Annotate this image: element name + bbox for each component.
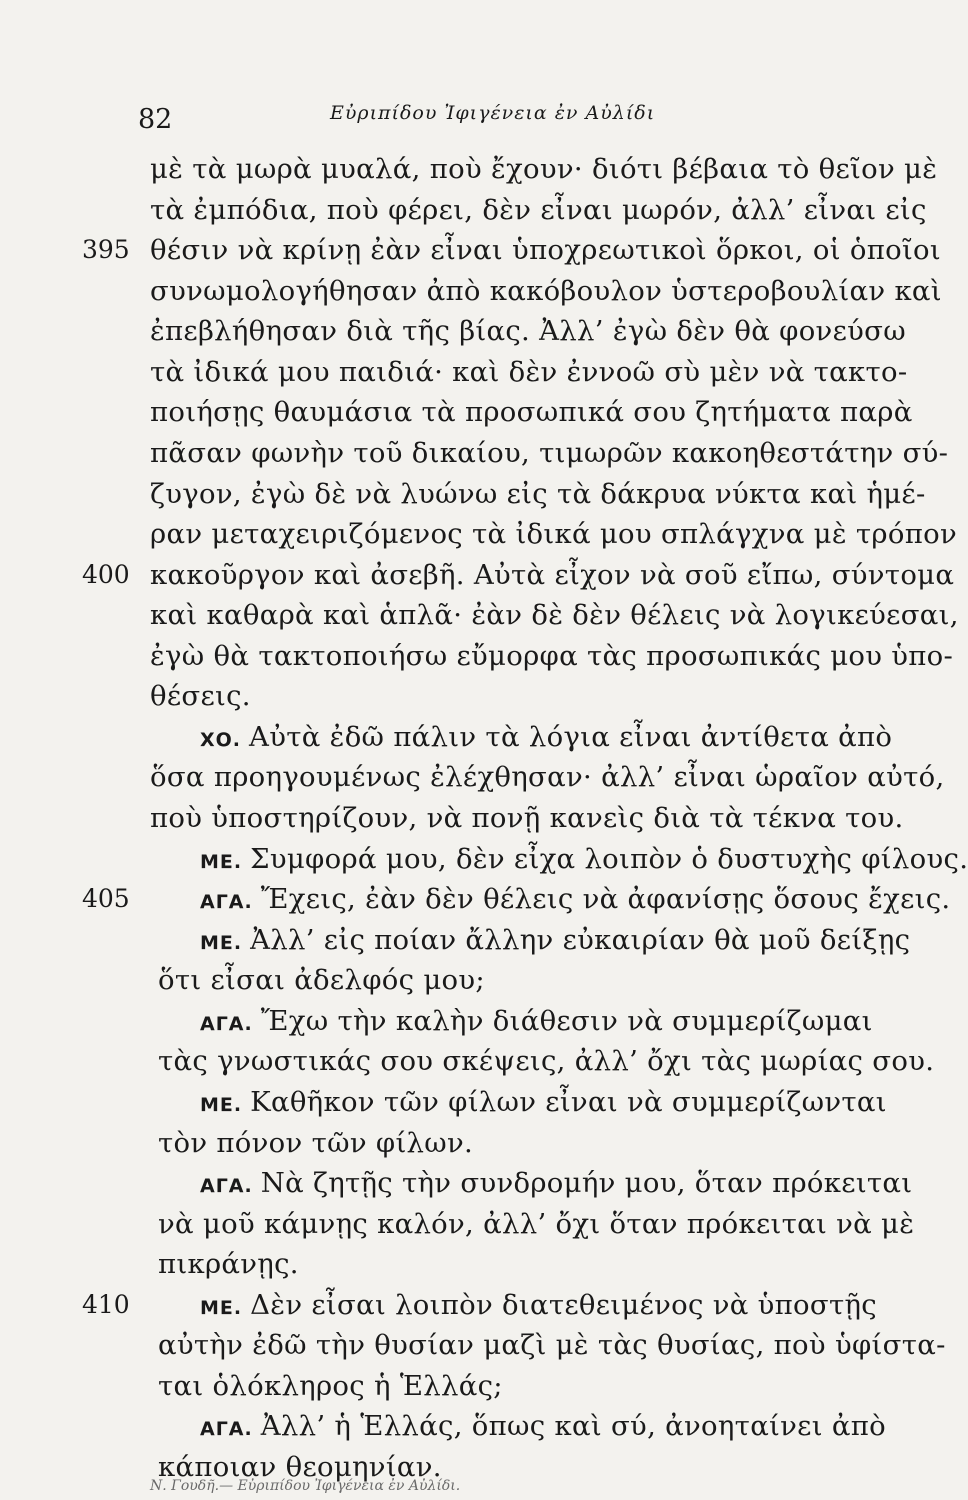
text-line: ραν μεταχειριζόμενος τὰ ἰδικά μου σπλάγχνα μὲ τρόπον <box>150 518 958 550</box>
text-line: πικράνῃς. <box>158 1248 299 1280</box>
text-line: ὅτι εἶσαι ἀδελφός μου; <box>158 964 485 996</box>
footer-signature: Ν. Γουδῆ.— Εὐριπίδου Ἰφιγένεια ἐν Αὐλίδι. <box>150 1478 461 1494</box>
text-line: τὰ ἐμπόδια, ποὺ φέρει, δὲν εἶναι μωρόν, ἀλλ’ εἶναι εἰς <box>150 194 927 226</box>
text-line: κακοῦργον καὶ ἀσεβῆ. Αὐτὰ εἶχον νὰ σοῦ εἴπω, σύντομα <box>150 559 955 591</box>
text-line: κάποιαν θεομηνίαν. <box>158 1451 442 1483</box>
verse-number: 395 <box>82 235 130 264</box>
speaker-label: ΜΕ. <box>200 932 243 954</box>
dialogue-line: ΜΕ. Ἀλλ’ εἰς ποίαν ἄλλην εὐκαιρίαν θὰ μοῦ δείξῃς <box>200 924 911 956</box>
speaker-label: ΜΕ. <box>200 1094 243 1116</box>
text-line: μὲ τὰ μωρὰ μυαλά, ποὺ ἔχουν· διότι βέβαια τὸ θεῖον μὲ <box>150 153 938 185</box>
text-line: ζυγον, ἐγὼ δὲ νὰ λυώνω εἰς τὰ δάκρυα νύκτα καὶ ἡμέ- <box>150 478 926 510</box>
speaker-label: ΜΕ. <box>200 1297 243 1319</box>
dialogue-line: ΜΕ. Δὲν εἶσαι λοιπὸν διατεθειμένος νὰ ὑποστῇς <box>200 1289 877 1321</box>
dialogue-line: ΧΟ. Αὐτὰ ἐδῶ πάλιν τὰ λόγια εἶναι ἀντίθετα ἀπὸ <box>200 721 893 753</box>
text-line: αὐτὴν ἐδῶ τὴν θυσίαν μαζὶ μὲ τὰς θυσίας, ποὺ ὑφίστα- <box>158 1329 946 1361</box>
speaker-label: ΑΓΑ. <box>200 1175 253 1197</box>
verse-number: 405 <box>82 884 130 913</box>
text-line: καὶ καθαρὰ καὶ ἁπλᾶ· ἐὰν δὲ δὲν θέλεις νὰ λογικεύεσαι, <box>150 599 959 631</box>
text-line: ποὺ ὑποστηρίζουν, νὰ πονῇ κανεὶς διὰ τὰ τέκνα του. <box>150 802 904 834</box>
text-line: θέσιν νὰ κρίνῃ ἐὰν εἶναι ὑποχρεωτικοὶ ὅρκοι, οἱ ὁποῖοι <box>150 234 941 266</box>
text-line: πᾶσαν φωνὴν τοῦ δικαίου, τιμωρῶν κακοηθεστάτην σύ- <box>150 437 949 469</box>
dialogue-line: ΑΓΑ. Νὰ ζητῇς τὴν συνδρομήν μου, ὅταν πρόκειται <box>200 1167 913 1199</box>
speaker-label: ΑΓΑ. <box>200 1418 253 1440</box>
text-line: ποιήσῃς θαυμάσια τὰ προσωπικά σου ζητήματα παρὰ <box>150 396 913 428</box>
text-line: ἐπεβλήθησαν διὰ τῆς βίας. Ἀλλ’ ἐγὼ δὲν θὰ φονεύσω <box>150 315 906 347</box>
speaker-label: ΑΓΑ. <box>200 1013 253 1035</box>
text-line: τὰς γνωστικάς σου σκέψεις, ἀλλ’ ὄχι τὰς μωρίας σου. <box>158 1045 935 1077</box>
speaker-label: ΧΟ. <box>200 729 242 751</box>
verse-number: 400 <box>82 560 130 589</box>
speaker-label: ΑΓΑ. <box>200 891 253 913</box>
dialogue-line: ΑΓΑ. Ἔχεις, ἐὰν δὲν θέλεις νὰ ἀφανίσῃς ὅσους ἔχεις. <box>200 883 951 915</box>
dialogue-line: ΜΕ. Συμφορά μου, δὲν εἶχα λοιπὸν ὁ δυστυχὴς φίλους. <box>200 843 968 875</box>
speaker-label: ΜΕ. <box>200 851 243 873</box>
dialogue-line: ΑΓΑ. Ἔχω τὴν καλὴν διάθεσιν νὰ συμμερίζωμαι <box>200 1005 873 1037</box>
text-line: τὸν πόνον τῶν φίλων. <box>158 1127 474 1159</box>
text-line: νὰ μοῦ κάμνῃς καλόν, ἀλλ’ ὄχι ὅταν πρόκειται νὰ μὲ <box>158 1208 915 1240</box>
text-line: ὅσα προηγουμένως ἐλέχθησαν· ἀλλ’ εἶναι ὡραῖον αὐτό, <box>150 761 945 793</box>
running-head: Εὐριπίδου Ἰφιγένεια ἐν Αὐλίδι <box>330 102 656 124</box>
text-line: θέσεις. <box>150 680 251 712</box>
dialogue-line: ΜΕ. Καθῆκον τῶν φίλων εἶναι νὰ συμμερίζωνται <box>200 1086 887 1118</box>
page-number: 82 <box>138 104 173 135</box>
verse-number: 410 <box>82 1290 130 1319</box>
dialogue-line: ΑΓΑ. Ἀλλ’ ἡ Ἑλλάς, ὅπως καὶ σύ, ἀνοηταίνει ἀπὸ <box>200 1410 886 1442</box>
text-line: ἐγὼ θὰ τακτοποιήσω εὔμορφα τὰς προσωπικάς μου ὑπο- <box>150 640 954 672</box>
text-line: τὰ ἰδικά μου παιδιά· καὶ δὲν ἐννοῶ σὺ μὲν νὰ τακτο- <box>150 356 908 388</box>
text-line: ται ὁλόκληρος ἡ Ἑλλάς; <box>158 1370 503 1402</box>
text-line: συνωμολογήθησαν ἀπὸ κακόβουλον ὑστεροβουλίαν καὶ <box>150 275 942 307</box>
